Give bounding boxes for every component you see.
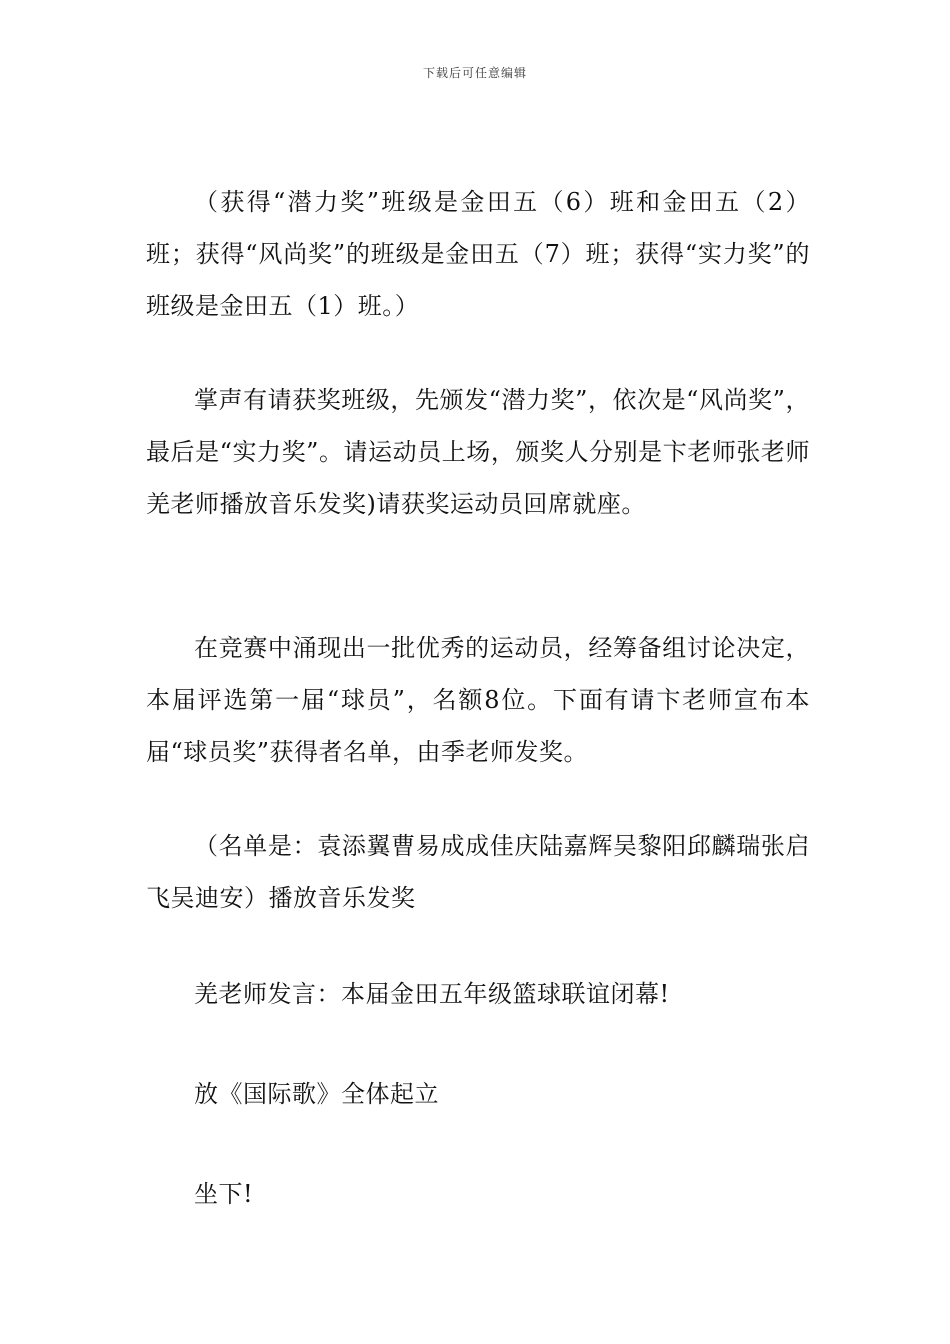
- paragraph-winner-list: （名单是：袁添翼曹易成成佳庆陆嘉辉吴黎阳邱麟瑞张启飞吴迪安）播放音乐发奖: [146, 832, 810, 912]
- paragraph-sit-down: 坐下!: [194, 1180, 254, 1208]
- paragraph-player-award: 在竞赛中涌现出一批优秀的运动员，经筹备组讨论决定，本届评选第一届“球员”，名额8位。下面有请卞老师宣布本届“球员奖”获得者名单，由季老师发奖。: [146, 634, 810, 766]
- paragraph-anthem: 放《国际歌》全体起立: [194, 1080, 439, 1108]
- paragraph-award-classes: （获得“潜力奖”班级是金田五（6）班和金田五（2）班；获得“风尚奖”的班级是金田五（7）班；获得“实力奖”的班级是金田五（1）班。）: [146, 188, 810, 320]
- paragraph-closing-speech: 羌老师发言：本届金田五年级篮球联谊闭幕!: [194, 980, 670, 1008]
- download-note: 下载后可任意编辑: [422, 66, 527, 80]
- paragraph-award-ceremony: 掌声有请获奖班级，先颁发“潜力奖”，依次是“风尚奖”，最后是“实力奖”。请运动员上场，颁奖人分别是卞老师张老师羌老师播放音乐发奖)请获奖运动员回席就座。: [146, 386, 810, 518]
